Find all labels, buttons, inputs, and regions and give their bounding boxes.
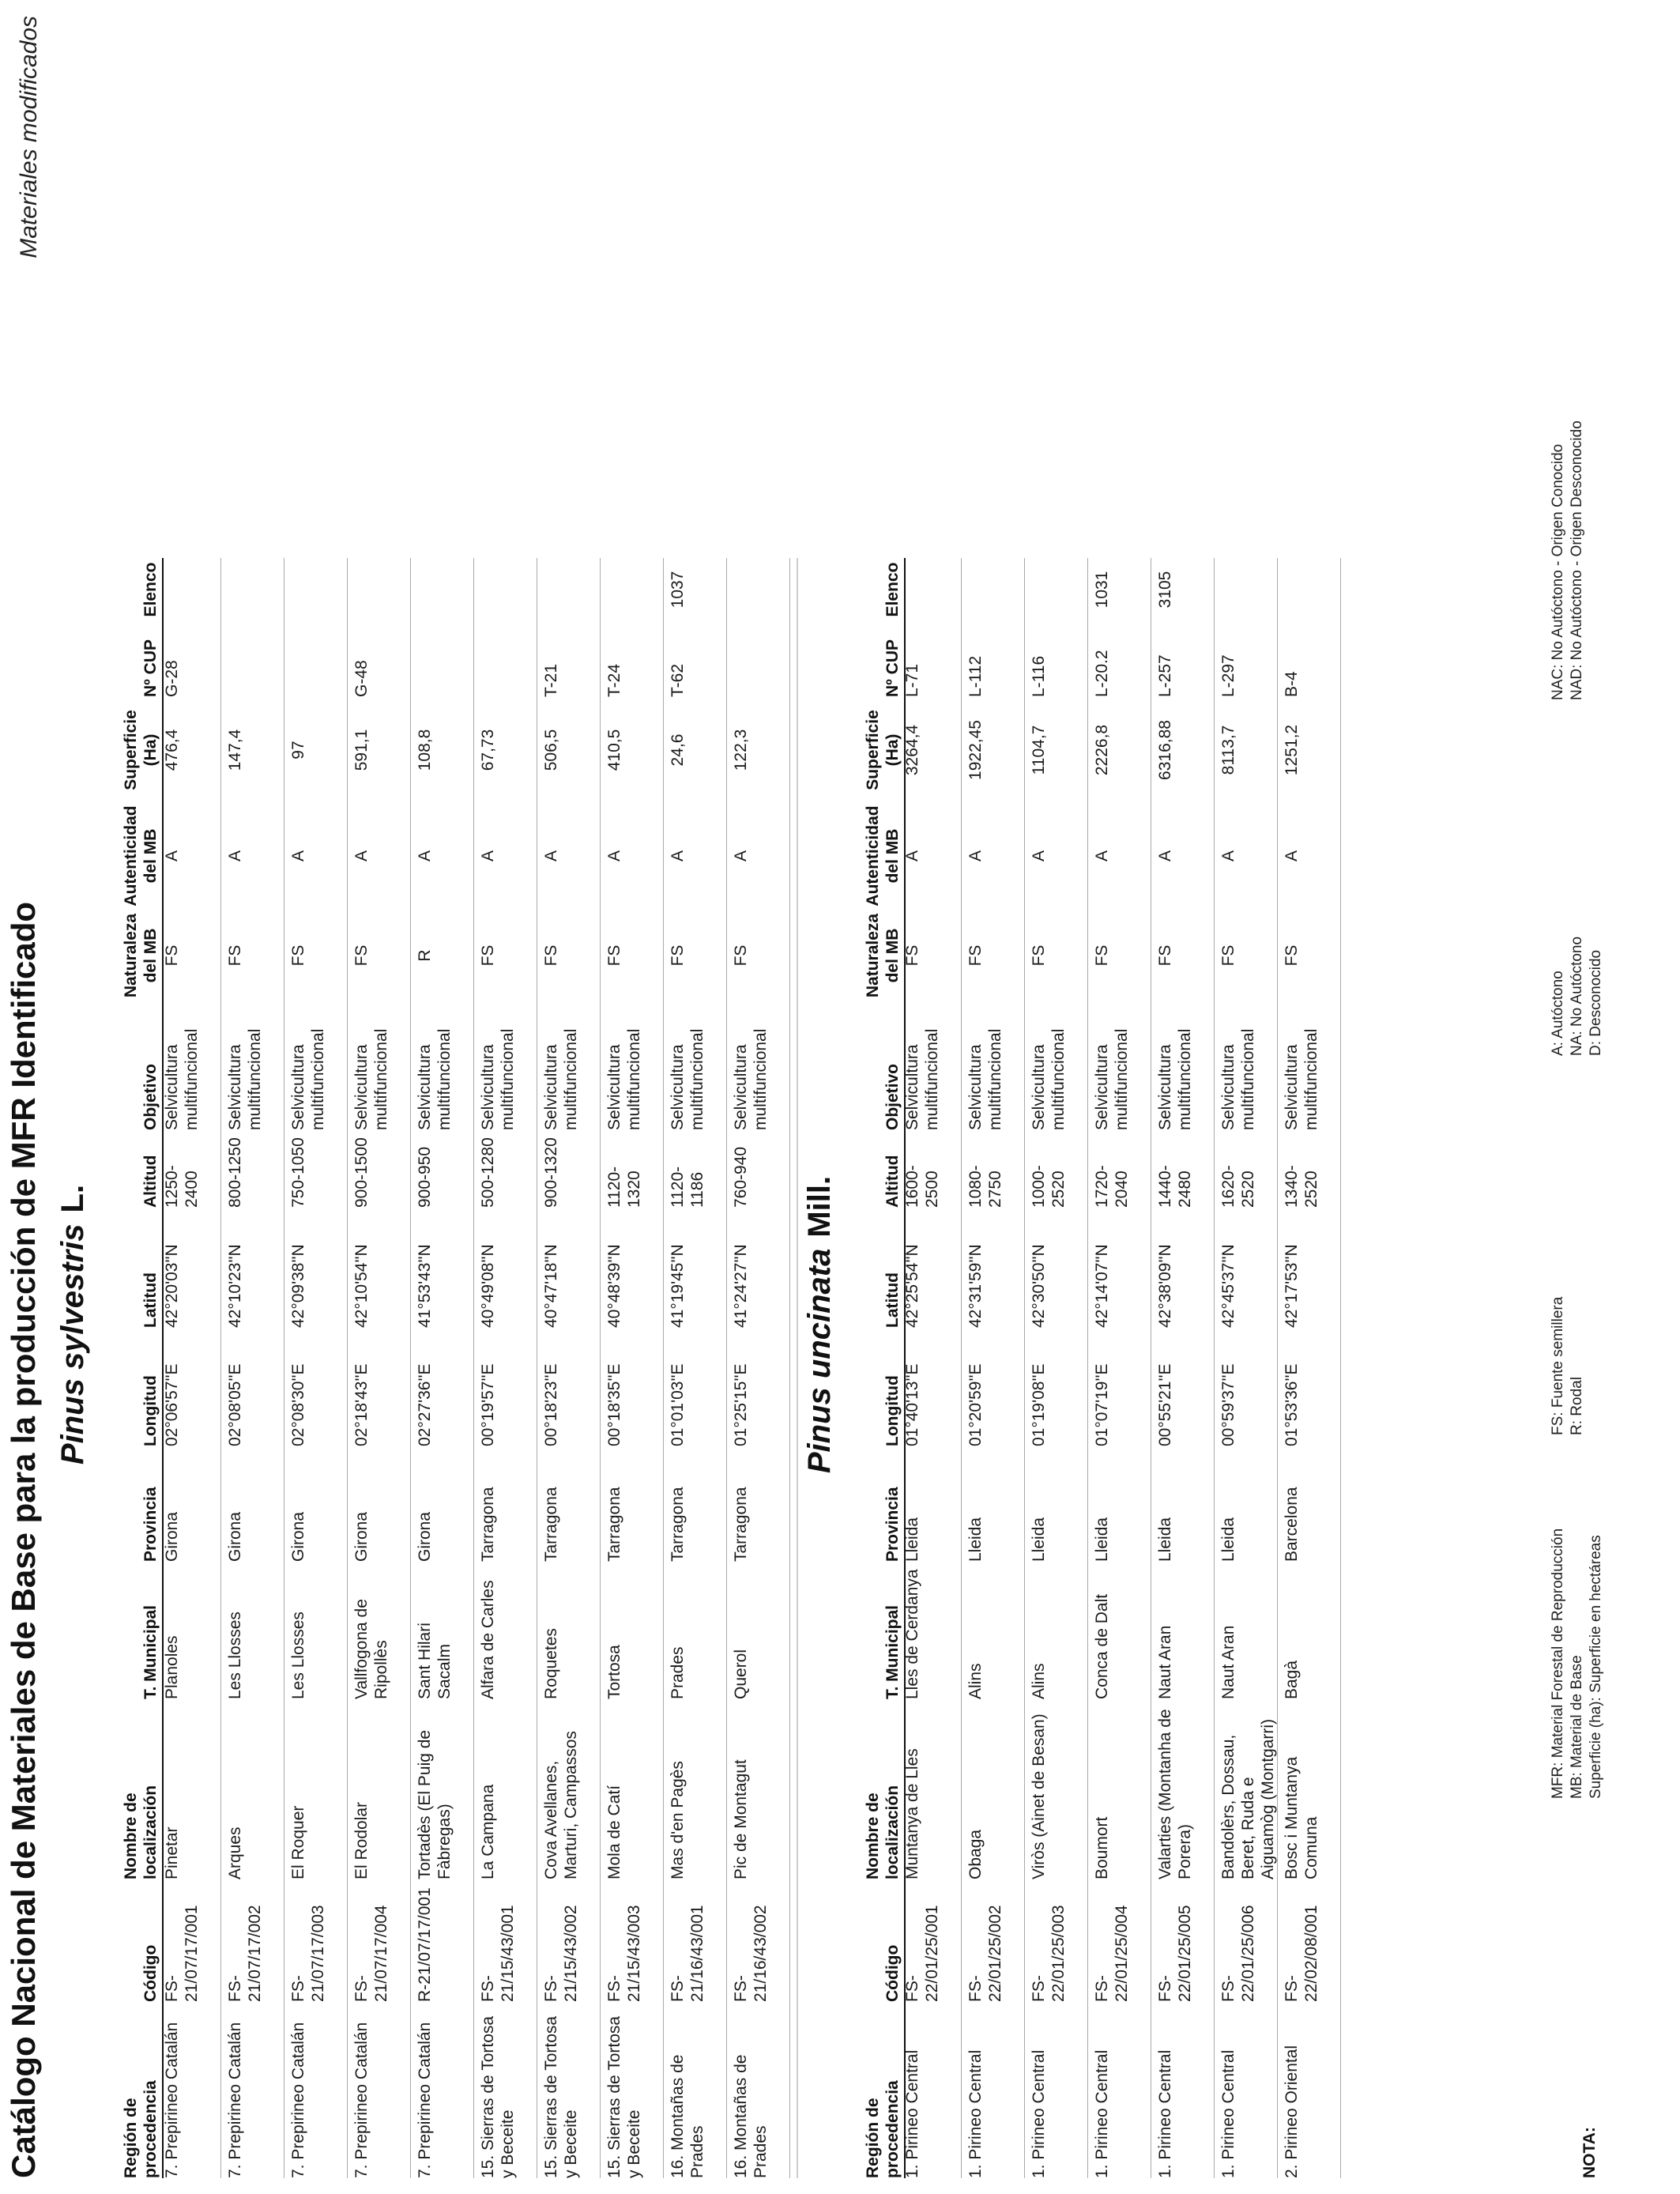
cell-objetivo: Selvicultura multifuncional xyxy=(416,1028,454,1130)
cell-altitud: 1600-2500 xyxy=(903,1165,941,1208)
col-header-localizacion: Nombre de localización xyxy=(864,1785,902,1879)
cell-municipal: Bagà xyxy=(1283,1660,1301,1699)
species-author: Mill. xyxy=(802,1175,837,1238)
cell-superficie: 24,6 xyxy=(669,733,687,767)
cell-objetivo: Selvicultura multifuncional xyxy=(605,1028,643,1130)
cell-region: 16. Montañas de Prades xyxy=(732,2054,770,2178)
col-header-superficie: Superficie (Ha) xyxy=(122,710,160,790)
cell-codigo: FS-22/01/25/001 xyxy=(903,1905,941,2002)
cell-objetivo: Selvicultura multifuncional xyxy=(903,1028,941,1130)
cell-objetivo: Selvicultura multifuncional xyxy=(1283,1028,1320,1130)
note-line: MB: Material de Base xyxy=(1569,1655,1585,1799)
cell-longitud: 00°18'35''E xyxy=(605,1363,623,1446)
note-line: R: Rodal xyxy=(1569,1377,1585,1435)
cell-naturaleza: FS xyxy=(1156,944,1174,967)
cell-localizacion: Pic de Montagut xyxy=(732,1759,750,1879)
cell-region: 1. Pirineo Central xyxy=(966,2049,985,2178)
cell-localizacion: Cova Avellanes, Marturi, Campassos xyxy=(542,1731,580,1879)
cell-autenticidad: A xyxy=(903,850,921,862)
species-name: Pinus sylvestris xyxy=(55,1223,90,1465)
cell-municipal: Querol xyxy=(732,1649,750,1699)
cell-altitud: 1000-2520 xyxy=(1030,1165,1068,1208)
cell-cup: G-28 xyxy=(163,660,181,697)
col-header-provincia: Provincia xyxy=(883,1487,902,1562)
cell-longitud: 00°55'21''E xyxy=(1156,1363,1174,1446)
cell-latitud: 41°19'45''N xyxy=(669,1244,687,1328)
col-header-municipal: T. Municipal xyxy=(141,1604,160,1699)
cell-longitud: 02°18'43''E xyxy=(352,1363,371,1446)
cell-latitud: 42°14'07''N xyxy=(1093,1244,1111,1328)
cell-codigo: FS-22/01/25/006 xyxy=(1219,1905,1257,2002)
cell-naturaleza: FS xyxy=(352,944,371,967)
cell-municipal: Planoles xyxy=(163,1635,181,1699)
cell-longitud: 01°19'08''E xyxy=(1030,1363,1048,1446)
cell-region: 15. Sierras de Tortosa y Beceite xyxy=(479,2015,517,2178)
cell-objetivo: Selvicultura multifuncional xyxy=(966,1028,1004,1130)
cell-superficie: 6316,88 xyxy=(1156,720,1174,780)
cell-municipal: Alins xyxy=(966,1663,985,1699)
col-header-autenticidad: Autenticidad del MB xyxy=(122,805,160,907)
col-header-elenco: Elenco xyxy=(883,562,902,617)
cell-elenco: 3105 xyxy=(1156,571,1174,609)
cell-altitud: 900-950 xyxy=(416,1146,434,1208)
cell-localizacion: Mola de Catí xyxy=(605,1785,623,1879)
cell-longitud: 00°18'23''E xyxy=(542,1363,560,1446)
cell-naturaleza: FS xyxy=(163,944,181,967)
row-separator xyxy=(473,558,474,2178)
cell-cup: L-20.2 xyxy=(1093,650,1111,697)
row-separator xyxy=(1087,558,1088,2178)
cell-autenticidad: A xyxy=(352,850,371,862)
col-header-autenticidad: Autenticidad del MB xyxy=(864,805,902,907)
cell-autenticidad: A xyxy=(1283,850,1301,862)
cell-altitud: 1120-1186 xyxy=(669,1166,706,1208)
row-separator xyxy=(1340,558,1341,2178)
cell-latitud: 40°47'18''N xyxy=(542,1244,560,1328)
cell-altitud: 1340-2520 xyxy=(1283,1165,1320,1208)
cell-localizacion: El Roquer xyxy=(289,1805,307,1879)
cell-naturaleza: R xyxy=(416,949,434,962)
cell-altitud: 1440-2480 xyxy=(1156,1165,1194,1208)
cell-provincia: Tarragona xyxy=(669,1487,687,1562)
cell-region: 1. Pirineo Central xyxy=(1219,2049,1237,2178)
cell-longitud: 01°20'59''E xyxy=(966,1363,985,1446)
cell-naturaleza: FS xyxy=(669,944,687,967)
row-separator xyxy=(410,558,411,2178)
note-line: NAD: No Autóctono - Origen Desconocido xyxy=(1569,420,1585,700)
cell-longitud: 01°53'36''E xyxy=(1283,1363,1301,1446)
cell-cup: L-257 xyxy=(1156,654,1174,697)
cell-municipal: Tortosa xyxy=(605,1645,623,1699)
cell-localizacion: Bosc i Muntanya Comuna xyxy=(1283,1756,1320,1879)
cell-superficie: 1251,2 xyxy=(1283,724,1301,776)
cell-longitud: 02°27'36''E xyxy=(416,1363,434,1446)
cell-altitud: 1250-2400 xyxy=(163,1165,201,1208)
cell-codigo: FS-22/01/25/004 xyxy=(1093,1905,1131,2002)
cell-superficie: 2226,8 xyxy=(1093,724,1111,776)
cell-localizacion: Bandolèrs, Dossau, Beret, Ruda e Aiguamòg (Montgarri) xyxy=(1219,1718,1277,1879)
cell-objetivo: Selvicultura multifuncional xyxy=(352,1028,390,1130)
cell-provincia: Girona xyxy=(226,1511,244,1562)
cell-municipal: Sant Hilari Sacalm xyxy=(416,1623,454,1699)
cell-provincia: Lleida xyxy=(1093,1517,1111,1562)
species-heading xyxy=(802,455,838,2194)
col-header-objetivo: Objetivo xyxy=(141,1063,160,1130)
cell-longitud: 00°59'37''E xyxy=(1219,1363,1237,1446)
cell-objetivo: Selvicultura multifuncional xyxy=(163,1028,201,1130)
col-header-codigo: Código xyxy=(883,1944,902,2002)
cell-latitud: 42°30'50''N xyxy=(1030,1244,1048,1328)
row-separator xyxy=(663,558,664,2178)
row-separator xyxy=(1277,558,1278,2178)
cell-superficie: 108,8 xyxy=(416,729,434,771)
row-separator xyxy=(726,558,727,2178)
row-separator xyxy=(961,558,962,2178)
col-header-municipal: T. Municipal xyxy=(883,1604,902,1699)
cell-region: 7. Prepirineo Catalán xyxy=(289,2022,307,2178)
section-label: Materiales modificados xyxy=(16,16,42,258)
cell-municipal: Alfara de Carles xyxy=(479,1580,497,1699)
cell-objetivo: Selvicultura multifuncional xyxy=(1093,1028,1131,1130)
species-author: L. xyxy=(55,1184,90,1213)
cell-autenticidad: A xyxy=(1030,850,1048,862)
row-separator xyxy=(220,558,221,2178)
cell-latitud: 40°49'08''N xyxy=(479,1244,497,1328)
cell-autenticidad: A xyxy=(163,850,181,862)
cell-latitud: 42°09'38''N xyxy=(289,1244,307,1328)
cell-localizacion: Arques xyxy=(226,1826,244,1879)
cell-localizacion: Mas d'en Pagès xyxy=(669,1761,687,1879)
cell-longitud: 01°40'13''E xyxy=(903,1363,921,1446)
cell-autenticidad: A xyxy=(605,850,623,862)
cell-codigo: FS-21/15/43/003 xyxy=(605,1905,643,2002)
cell-codigo: FS-21/16/43/001 xyxy=(669,1905,706,2002)
cell-autenticidad: A xyxy=(479,850,497,862)
row-separator xyxy=(347,558,348,2178)
col-header-superficie: Superficie (Ha) xyxy=(864,710,902,790)
cell-objetivo: Selvicultura multifuncional xyxy=(732,1028,770,1130)
cell-latitud: 42°20'03''N xyxy=(163,1244,181,1328)
col-header-provincia: Provincia xyxy=(141,1487,160,1562)
cell-municipal: Naut Aran xyxy=(1156,1625,1174,1699)
col-header-latitud: Latitud xyxy=(141,1272,160,1328)
cell-autenticidad: A xyxy=(669,850,687,862)
cell-naturaleza: FS xyxy=(903,944,921,967)
cell-longitud: 02°08'05''E xyxy=(226,1363,244,1446)
cell-objetivo: Selvicultura multifuncional xyxy=(1030,1028,1068,1130)
col-header-region: Región de procedencia xyxy=(864,2080,902,2178)
cell-autenticidad: A xyxy=(542,850,560,862)
cell-localizacion: Viròs (Ainet de Besan) xyxy=(1030,1713,1048,1879)
cell-provincia: Lleida xyxy=(1030,1517,1048,1562)
cell-elenco: 1031 xyxy=(1093,571,1111,609)
cell-localizacion: Valarties (Montanha de Porera) xyxy=(1156,1709,1194,1879)
cell-provincia: Tarragona xyxy=(605,1487,623,1562)
cell-cup: L-71 xyxy=(903,663,921,697)
cell-municipal: Prades xyxy=(669,1646,687,1699)
cell-municipal: Les Llosses xyxy=(289,1612,307,1699)
cell-provincia: Girona xyxy=(163,1511,181,1562)
cell-superficie: 122,3 xyxy=(732,729,750,771)
cell-latitud: 42°10'54''N xyxy=(352,1244,371,1328)
cell-naturaleza: FS xyxy=(289,944,307,967)
cell-cup: T-62 xyxy=(669,663,687,697)
cell-region: 15. Sierras de Tortosa y Beceite xyxy=(542,2015,580,2178)
cell-superficie: 1922,45 xyxy=(966,720,985,780)
cell-naturaleza: FS xyxy=(542,944,560,967)
note-line: FS: Fuente semillera xyxy=(1550,1296,1566,1435)
cell-cup: B-4 xyxy=(1283,671,1301,697)
row-separator xyxy=(789,558,790,2178)
cell-codigo: FS-21/07/17/002 xyxy=(226,1905,264,2002)
cell-localizacion: El Rodolar xyxy=(352,1801,371,1879)
cell-superficie: 8113,7 xyxy=(1219,725,1237,775)
col-header-codigo: Código xyxy=(141,1944,160,2002)
cell-autenticidad: A xyxy=(1156,850,1174,862)
species-name: Pinus uncinata xyxy=(802,1248,837,1474)
cell-longitud: 01°25'15''E xyxy=(732,1363,750,1446)
cell-region: 7. Prepirineo Catalán xyxy=(163,2022,181,2178)
cell-superficie: 410,5 xyxy=(605,729,623,771)
cell-codigo: FS-21/16/43/002 xyxy=(732,1905,770,2002)
col-header-naturaleza: Naturaleza del MB xyxy=(122,913,160,998)
cell-naturaleza: FS xyxy=(1219,944,1237,967)
col-header-localizacion: Nombre de localización xyxy=(122,1785,160,1879)
cell-provincia: Tarragona xyxy=(479,1487,497,1562)
cell-superficie: 67,73 xyxy=(479,729,497,771)
note-line: D: Desconocido xyxy=(1588,949,1604,1056)
cell-superficie: 3264,4 xyxy=(903,724,921,776)
table-divider xyxy=(797,558,798,2178)
cell-municipal: Conca de Dalt xyxy=(1093,1593,1111,1699)
cell-autenticidad: A xyxy=(289,850,307,862)
cell-latitud: 42°10'23''N xyxy=(226,1244,244,1328)
note-line: Superficie (ha): Superficie en hectáreas xyxy=(1588,1535,1604,1799)
cell-codigo: FS-21/07/17/001 xyxy=(163,1905,201,2002)
cell-localizacion: Pinetar xyxy=(163,1826,181,1879)
cell-cup: L-297 xyxy=(1219,654,1237,697)
cell-provincia: Lleida xyxy=(966,1517,985,1562)
cell-superficie: 476,4 xyxy=(163,729,181,771)
cell-cup: T-24 xyxy=(605,663,623,697)
cell-naturaleza: FS xyxy=(966,944,985,967)
cell-altitud: 1620-2520 xyxy=(1219,1165,1257,1208)
row-separator xyxy=(600,558,601,2178)
cell-latitud: 42°38'09''N xyxy=(1156,1244,1174,1328)
cell-altitud: 900-1500 xyxy=(352,1137,371,1208)
cell-latitud: 42°45'37''N xyxy=(1219,1244,1237,1328)
cell-localizacion: Tortadès (El Puig de Fàbregas) xyxy=(416,1729,454,1879)
cell-naturaleza: FS xyxy=(732,944,750,967)
cell-latitud: 42°17'53''N xyxy=(1283,1244,1301,1328)
cell-region: 7. Prepirineo Catalán xyxy=(352,2022,371,2178)
col-header-objetivo: Objetivo xyxy=(883,1063,902,1130)
cell-codigo: FS-22/02/08/001 xyxy=(1283,1905,1320,2002)
cell-latitud: 42°25'54''N xyxy=(903,1244,921,1328)
cell-altitud: 750-1050 xyxy=(289,1137,307,1208)
cell-codigo: FS-22/01/25/005 xyxy=(1156,1905,1194,2002)
cell-codigo: FS-21/07/17/003 xyxy=(289,1905,327,2002)
cell-altitud: 760-940 xyxy=(732,1146,750,1208)
note-line: MFR: Material Forestal de Reproducción xyxy=(1550,1528,1566,1799)
cell-altitud: 900-1320 xyxy=(542,1137,560,1208)
cell-provincia: Girona xyxy=(352,1511,371,1562)
cell-region: 1. Pirineo Central xyxy=(1156,2049,1174,2178)
cell-latitud: 40°48'39''N xyxy=(605,1244,623,1328)
cell-autenticidad: A xyxy=(1093,850,1111,862)
cell-latitud: 42°31'59''N xyxy=(966,1244,985,1328)
cell-provincia: Girona xyxy=(416,1511,434,1562)
cell-region: 7. Prepirineo Catalán xyxy=(226,2022,244,2178)
cell-naturaleza: FS xyxy=(226,944,244,967)
cell-cup: L-112 xyxy=(966,655,985,697)
note-line: A: Autóctono xyxy=(1550,971,1566,1056)
cell-superficie: 506,5 xyxy=(542,729,560,771)
cell-naturaleza: FS xyxy=(1283,944,1301,967)
cell-region: 1. Pirineo Central xyxy=(903,2049,921,2178)
species-heading xyxy=(55,455,91,2194)
cell-region: 15. Sierras de Tortosa y Beceite xyxy=(605,2015,643,2178)
cell-objetivo: Selvicultura multifuncional xyxy=(226,1028,264,1130)
cell-latitud: 41°53'43''N xyxy=(416,1244,434,1328)
cell-region: 7. Prepirineo Catalán xyxy=(416,2022,434,2178)
cell-municipal: Roquetes xyxy=(542,1628,560,1699)
row-separator xyxy=(1214,558,1215,2178)
cell-municipal: Naut Aran xyxy=(1219,1625,1237,1699)
cell-provincia: Barcelona xyxy=(1283,1487,1301,1562)
note-line: NA: No Autóctono xyxy=(1569,936,1585,1056)
cell-cup: L-116 xyxy=(1030,655,1048,697)
cell-altitud: 500-1280 xyxy=(479,1137,497,1208)
col-header-cup: Nº CUP xyxy=(883,639,902,697)
cell-naturaleza: FS xyxy=(479,944,497,967)
col-header-region: Región de procedencia xyxy=(122,2080,160,2178)
cell-provincia: Lleida xyxy=(903,1517,921,1562)
cell-municipal: Vallfogona de Ripollès xyxy=(352,1599,390,1699)
cell-naturaleza: FS xyxy=(1093,944,1111,967)
cell-municipal: Lles de Cerdanya xyxy=(903,1569,921,1699)
cell-codigo: FS-22/01/25/003 xyxy=(1030,1905,1068,2002)
col-header-longitud: Longitud xyxy=(883,1375,902,1446)
cell-municipal: Les Llosses xyxy=(226,1612,244,1699)
cell-localizacion: Muntanya de Lles xyxy=(903,1748,921,1879)
col-header-altitud: Altitud xyxy=(883,1155,902,1208)
cell-region: 2. Pirineo Oriental xyxy=(1283,2045,1301,2178)
cell-cup: G-48 xyxy=(352,660,371,697)
row-separator xyxy=(1024,558,1025,2178)
cell-codigo: FS-21/15/43/001 xyxy=(479,1905,517,2002)
nota-label: NOTA: xyxy=(1580,2127,1599,2178)
cell-latitud: 41°24'27''N xyxy=(732,1244,750,1328)
note-line: NAC: No Autóctono - Origen Conocido xyxy=(1550,443,1566,700)
cell-objetivo: Selvicultura multifuncional xyxy=(542,1028,580,1130)
cell-objetivo: Selvicultura multifuncional xyxy=(289,1028,327,1130)
cell-provincia: Girona xyxy=(289,1511,307,1562)
col-header-latitud: Latitud xyxy=(883,1272,902,1328)
cell-elenco: 1037 xyxy=(669,571,687,609)
cell-objetivo: Selvicultura multifuncional xyxy=(669,1028,706,1130)
cell-objetivo: Selvicultura multifuncional xyxy=(1219,1028,1257,1130)
page-title: Catálogo Nacional de Materiales de Base para la producción de MFR Identificado xyxy=(5,901,42,2178)
cell-provincia: Lleida xyxy=(1156,1517,1174,1562)
cell-codigo: FS-21/15/43/002 xyxy=(542,1905,580,2002)
cell-municipal: Alins xyxy=(1030,1663,1048,1699)
cell-longitud: 01°07'19''E xyxy=(1093,1363,1111,1446)
col-header-longitud: Longitud xyxy=(141,1375,160,1446)
cell-autenticidad: A xyxy=(732,850,750,862)
cell-altitud: 1120-1320 xyxy=(605,1166,643,1208)
cell-objetivo: Selvicultura multifuncional xyxy=(1156,1028,1194,1130)
col-header-altitud: Altitud xyxy=(141,1155,160,1208)
cell-localizacion: Obaga xyxy=(966,1829,985,1879)
col-header-elenco: Elenco xyxy=(141,562,160,617)
cell-autenticidad: A xyxy=(966,850,985,862)
cell-region: 1. Pirineo Central xyxy=(1030,2049,1048,2178)
cell-localizacion: La Campana xyxy=(479,1784,497,1879)
cell-altitud: 1080-2750 xyxy=(966,1165,1004,1208)
cell-codigo: FS-22/01/25/002 xyxy=(966,1905,1004,2002)
cell-naturaleza: FS xyxy=(1030,944,1048,967)
cell-superficie: 1104,7 xyxy=(1030,725,1048,775)
cell-autenticidad: A xyxy=(1219,850,1237,862)
cell-superficie: 147,4 xyxy=(226,729,244,771)
col-header-naturaleza: Naturaleza del MB xyxy=(864,913,902,998)
cell-superficie: 97 xyxy=(289,741,307,760)
cell-localizacion: Boumort xyxy=(1093,1816,1111,1879)
cell-region: 16. Montañas de Prades xyxy=(669,2054,706,2178)
cell-altitud: 1720-2040 xyxy=(1093,1165,1131,1208)
cell-objetivo: Selvicultura multifuncional xyxy=(479,1028,517,1130)
cell-provincia: Tarragona xyxy=(542,1487,560,1562)
cell-autenticidad: A xyxy=(226,850,244,862)
cell-region: 1. Pirineo Central xyxy=(1093,2049,1111,2178)
cell-longitud: 02°08'30''E xyxy=(289,1363,307,1446)
cell-provincia: Tarragona xyxy=(732,1487,750,1562)
cell-codigo: R-21/07/17/001 xyxy=(416,1887,434,2002)
cell-naturaleza: FS xyxy=(605,944,623,967)
cell-codigo: FS-21/07/17/004 xyxy=(352,1905,390,2002)
cell-longitud: 02°06'57''E xyxy=(163,1363,181,1446)
cell-longitud: 01°01'03''E xyxy=(669,1363,687,1446)
col-header-cup: Nº CUP xyxy=(141,639,160,697)
cell-superficie: 591,1 xyxy=(352,729,371,771)
cell-longitud: 00°19'57''E xyxy=(479,1363,497,1446)
cell-provincia: Lleida xyxy=(1219,1517,1237,1562)
cell-autenticidad: A xyxy=(416,850,434,862)
cell-altitud: 800-1250 xyxy=(226,1137,244,1208)
cell-cup: T-21 xyxy=(542,663,560,697)
